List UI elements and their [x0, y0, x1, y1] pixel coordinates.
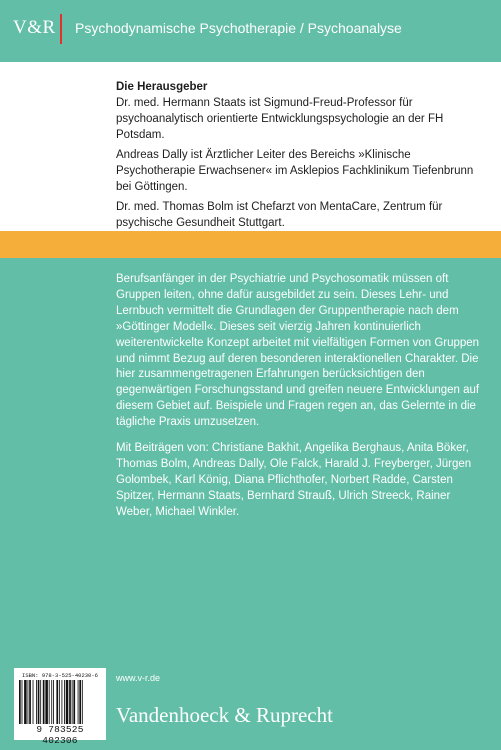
editors-heading: Die Herausgeber	[116, 81, 208, 93]
blurb-description: Berufsanfänger in der Psychiatrie und Psychosomatik müssen oft Gruppen leiten, ohne dafür ausgebildet zu sein. Dieses Lehr- und Lernbuch vermittelt die Grundlagen der Gruppentherapie nach dem »Göttinger Modell«. Dieses seit vierzig Jahren kontinuierlich weiterentwickelte Konzept arbeitet mit vielfältigen Formen von Gruppen und nimmt Bezug auf deren besonderen interaktionellen Charakter. Die hier zusammengetragenen Erfahrungen berücksichtigen den gegenwärtigen Forschungsstand und greifen neuere Entwicklungen auf diesem Gebiet auf. Beispiele und Fragen regen an, das Gelernte in die tägliche Praxis umzusetzen.	[116, 273, 480, 429]
header-divider	[60, 14, 62, 44]
barcode-bar	[19, 680, 21, 724]
barcode-bar	[43, 680, 45, 724]
series-title: Psychodynamische Psychotherapie / Psychoanalyse	[75, 20, 402, 36]
barcode-bar	[69, 680, 71, 724]
barcode-bar	[24, 680, 27, 724]
barcode-bar	[79, 680, 81, 724]
series-header	[0, 0, 501, 62]
publisher-name: Vandenhoeck & Ruprecht	[116, 703, 333, 727]
blurb-contributors: Mit Beiträgen von: Christiane Bakhit, Angelika Berghaus, Anita Böker, Thomas Bolm, Andreas Dally, Ole Falck, Harald J. Freyberger, Jürgen Golombek, Karl König, Diana Pflichthofer, Norbert Radde, Carsten Spitzer, Hermann Staats, Bernhard Strauß, Ulrich Streeck, Rainer Weber, Michael Winkler.	[116, 442, 472, 518]
barcode-bar	[64, 680, 65, 724]
barcode-bar	[36, 680, 37, 724]
barcode-bar	[66, 680, 69, 724]
barcode-bar	[72, 680, 73, 724]
barcode-bar	[49, 680, 50, 724]
barcode-bar	[56, 680, 58, 724]
editors-content	[116, 79, 476, 235]
isbn-label: ISBN: 978-3-525-40230-6	[22, 672, 98, 679]
barcode-bar	[73, 680, 75, 724]
barcode-bar	[45, 680, 48, 724]
editors-panel	[0, 62, 501, 231]
barcode-bar	[51, 680, 52, 724]
barcode-bar	[28, 680, 29, 724]
book-blurb	[116, 272, 486, 531]
editor-bio-dally: Andreas Dally ist Ärztlicher Leiter des Bereichs »Klinische Psychotherapie Erwachsener« im Asklepios Fachklinikum Tiefenbrunn bei Göttingen.	[116, 149, 474, 193]
barcode-bar	[38, 680, 40, 724]
orange-band	[0, 231, 501, 258]
publisher-logo: V&R	[13, 17, 56, 38]
barcode-box	[14, 668, 106, 746]
barcode-bar	[53, 680, 54, 724]
barcode-bar	[78, 680, 79, 724]
barcode-bar	[29, 680, 31, 724]
barcode-bar	[33, 680, 34, 724]
barcode-bar	[40, 680, 41, 724]
editor-bio-staats: Dr. med. Hermann Staats ist Sigmund-Freud-Professor für psychoanalytisch orientierte Entwicklungspsychologie an der FH Potsdam.	[116, 97, 444, 141]
barcode-digits: 9 783525 402306	[36, 724, 84, 746]
barcode-bar	[22, 680, 23, 724]
barcode-icon	[18, 680, 102, 724]
editor-bio-bolm: Dr. med. Thomas Bolm ist Chefarzt von MentaCare, Zentrum für psychische Gesundheit Stuttgart.	[116, 201, 443, 229]
barcode-bar	[82, 680, 83, 724]
barcode-bar	[62, 680, 63, 724]
barcode-bar	[59, 680, 60, 724]
publisher-website[interactable]: www.v-r.de	[116, 673, 161, 683]
